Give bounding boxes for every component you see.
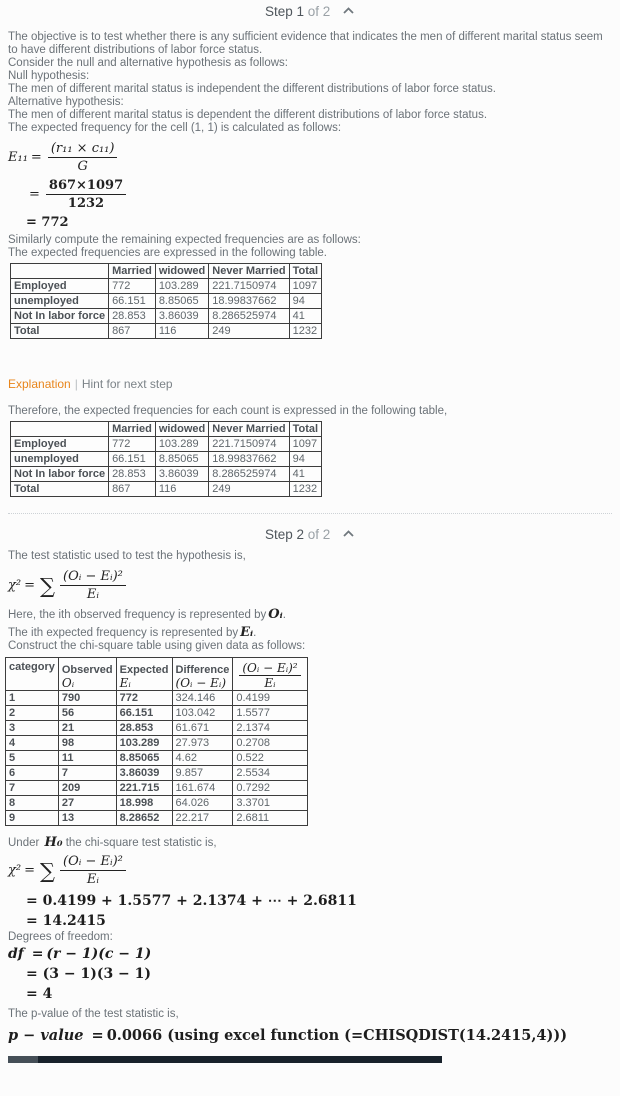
table-row <box>6 796 308 811</box>
table-cell: 11 <box>58 751 116 766</box>
h0-symbol: H₀ <box>44 835 63 850</box>
table-cell: 27.973 <box>172 736 233 751</box>
alt-hypothesis-text: The men of different marital status is dependent the different distributions of labor force status. <box>8 109 488 121</box>
table-header-cell <box>11 422 109 437</box>
collapse-step2-button[interactable] <box>342 526 355 541</box>
table-cell: 2.6811 <box>233 811 307 826</box>
table-cell: 1 <box>6 691 59 706</box>
step1-title: Step 1 <box>264 4 304 19</box>
table-cell: 8 <box>6 796 59 811</box>
table-cell: 772 <box>109 279 156 294</box>
table-cell: 66.151 <box>109 452 156 467</box>
chi-square-result: = 14.2415 <box>26 913 106 929</box>
table-cell: 2.5534 <box>233 766 307 781</box>
header-ratio <box>233 658 307 691</box>
table-cell: 249 <box>209 324 289 339</box>
table-header-cell: Total <box>289 422 321 437</box>
table-cell: 103.042 <box>172 706 233 721</box>
table-cell: 27 <box>58 796 116 811</box>
table-cell: 18.99837662 <box>209 452 289 467</box>
table-cell: 1097 <box>289 279 321 294</box>
table-row <box>11 467 322 482</box>
table-cell: 4.62 <box>172 751 233 766</box>
table-row <box>6 721 308 736</box>
fraction: $\frac{\text{(Oᵢ − Eᵢ)²}}{\text{Eᵢ}}$ <box>239 662 300 689</box>
formula-expected-frequency: E₁₁ = $\frac{\text{(r₁₁ × c₁₁)}}{G}$ = $\frac{867\times 1097}{1232}$ = 772 <box>8 141 612 230</box>
fraction: $\frac{867\times 1097}{1232}$ <box>46 178 126 211</box>
table-row <box>6 736 308 751</box>
table-cell: unemployed <box>11 294 109 309</box>
table-row <box>6 691 308 706</box>
construct-table-text: Construct the chi-square table using given data as follows: <box>8 640 306 652</box>
dof-substitution: = (3 − 1)(3 − 1) <box>26 966 152 982</box>
table-cell: 103.289 <box>116 736 172 751</box>
consider-text: Consider the null and alternative hypothesis as follows: <box>8 57 288 69</box>
expected-frequencies-table <box>10 263 322 339</box>
formula-chi-square-computation: χ² = ∑ $\frac{\text{(Oᵢ − Eᵢ)²}}{\text{Eᵢ}}$ = 0.4199 + 1.5577 + 2.1374 + ⋯ + 2.6811 = 14.2415 <box>8 854 612 929</box>
table-cell: 1232 <box>289 482 321 497</box>
table-row <box>6 811 308 826</box>
chevron-up-icon <box>342 526 355 541</box>
formula-result: = 772 <box>26 215 69 230</box>
table-cell: 66.151 <box>109 294 156 309</box>
header-expected: Expected Eᵢ <box>116 658 172 691</box>
table-cell: 867 <box>109 482 156 497</box>
table-cell: Not In labor force <box>11 467 109 482</box>
table-cell: 116 <box>155 482 208 497</box>
table-cell: 61.671 <box>172 721 233 736</box>
formula-chi-square: χ² = ∑ $\frac{\text{(Oᵢ − Eᵢ)²}}{\text{Eᵢ}}$ <box>8 569 612 602</box>
table-cell: 64.026 <box>172 796 233 811</box>
table-cell: Total <box>11 324 109 339</box>
observed-frequency-text: Here, the ith observed frequency is represented by Oᵢ. <box>8 607 286 622</box>
table-cell: 28.853 <box>109 467 156 482</box>
table-cell: 116 <box>155 324 208 339</box>
table-cell: 1.5577 <box>233 706 307 721</box>
pvalue-excel-note: (using excel function (=CHISQDIST(14.2415,4))) <box>167 1027 568 1044</box>
table-cell: 5 <box>6 751 59 766</box>
formula-degrees-of-freedom: df = (r − 1)(c − 1) = (3 − 1)(3 − 1) = 4 <box>8 946 612 1002</box>
formula-lhs: E₁₁ <box>8 150 28 165</box>
table-cell: 8.286525974 <box>209 309 289 324</box>
table-cell: 8.28652 <box>116 811 172 826</box>
table-cell: Employed <box>11 437 109 452</box>
chevron-up-icon <box>342 3 355 18</box>
table-cell: 249 <box>209 482 289 497</box>
table-cell: 56 <box>58 706 116 721</box>
scrollbar-thumb[interactable] <box>38 1056 442 1063</box>
table-header-cell: Never Married <box>209 264 289 279</box>
table-header-row <box>6 658 308 691</box>
step2-header <box>8 514 612 542</box>
table-cell: 41 <box>289 467 321 482</box>
table-cell: 18.998 <box>116 796 172 811</box>
table-cell: 28.853 <box>109 309 156 324</box>
scrollbar-track-segment <box>8 1056 38 1063</box>
table-cell: 221.715 <box>116 781 172 796</box>
table-cell: 161.674 <box>172 781 233 796</box>
table-header-cell: widowed <box>155 422 208 437</box>
explanation-label[interactable]: Explanation <box>8 377 71 391</box>
step2-title: Step 2 <box>264 527 304 542</box>
table-cell: 0.522 <box>233 751 307 766</box>
table-cell: 41 <box>289 309 321 324</box>
header-category: category <box>6 658 59 691</box>
table-cell: 2.1374 <box>233 721 307 736</box>
fraction: $\frac{\text{(r₁₁ × c₁₁)}}{G}$ <box>48 141 118 174</box>
pvalue-line: p − value = 0.0066 (using excel function (=CHISQDIST(14.2415,4))) <box>8 1027 568 1044</box>
table-header-cell: Married <box>109 422 156 437</box>
table-cell: 1232 <box>289 324 321 339</box>
table-cell: 324.146 <box>172 691 233 706</box>
table-header-cell: Total <box>289 264 321 279</box>
table-row <box>11 482 322 497</box>
table-cell: unemployed <box>11 452 109 467</box>
step1-intro-paragraphs <box>8 31 612 135</box>
hint-for-next-step-link[interactable]: Hint for next step <box>81 377 173 391</box>
test-statistic-text: The test statistic used to test the hypothesis is, <box>8 550 246 562</box>
table-cell: 28.853 <box>116 721 172 736</box>
table-cell: 3.86039 <box>155 309 208 324</box>
header-observed: Observed Oᵢ <box>58 658 116 691</box>
observed-symbol: Oᵢ <box>268 607 283 622</box>
table-cell: Not In labor force <box>11 309 109 324</box>
step1-header <box>8 0 612 20</box>
collapse-step1-button[interactable] <box>342 3 355 18</box>
table-header-row <box>11 264 322 279</box>
table-cell: 18.99837662 <box>209 294 289 309</box>
table-row <box>11 294 322 309</box>
table-cell: 3.86039 <box>155 467 208 482</box>
table-cell: 13 <box>58 811 116 826</box>
table-cell: 772 <box>116 691 172 706</box>
table-cell: 66.151 <box>116 706 172 721</box>
table-header-row <box>11 422 322 437</box>
table-cell: 790 <box>58 691 116 706</box>
table-row <box>6 766 308 781</box>
explanation-separator: | <box>74 377 78 391</box>
table-cell: 8.85065 <box>155 452 208 467</box>
table-cell: 8.85065 <box>116 751 172 766</box>
table-row <box>11 452 322 467</box>
table-cell: 221.7150974 <box>209 437 289 452</box>
table-cell: 9 <box>6 811 59 826</box>
table-header-cell <box>11 264 109 279</box>
table-cell: 103.289 <box>155 437 208 452</box>
table-cell: 6 <box>6 766 59 781</box>
table-cell: 9.857 <box>172 766 233 781</box>
sigma-symbol: ∑ <box>40 573 55 598</box>
table-row <box>6 781 308 796</box>
table-row <box>6 751 308 766</box>
pvalue-symbol: p − value <box>8 1027 84 1044</box>
table-cell: 94 <box>289 294 321 309</box>
under-h0-text: Under H₀ the chi-square test statistic is, <box>8 835 217 850</box>
fraction: $\frac{\text{(Oᵢ − Eᵢ)²}}{\text{Eᵢ}}$ <box>60 569 126 602</box>
chi-square-table <box>5 657 308 826</box>
pvalue-label: The p-value of the test statistic is, <box>8 1008 179 1020</box>
table-header-cell: Married <box>109 264 156 279</box>
table-cell: 2 <box>6 706 59 721</box>
objective-text: The objective is to test whether there is any sufficient evidence that indicates the men of different marital status seem to have different distributions of labor force status. <box>8 31 603 56</box>
table-row <box>11 324 322 339</box>
table-header-cell: widowed <box>155 264 208 279</box>
table-cell: Employed <box>11 279 109 294</box>
dof-result: = 4 <box>26 986 53 1002</box>
expressed-text: The expected frequencies are expressed in the following table. <box>8 247 328 259</box>
expected-frequency-text: The expected frequency for the cell (1, 1) is calculated as follows: <box>8 122 342 134</box>
null-hypothesis-text: The men of different marital status is independent the different distributions of labor force status. <box>8 83 496 95</box>
table-row <box>6 706 308 721</box>
table-cell: 8.85065 <box>155 294 208 309</box>
table-cell: 209 <box>58 781 116 796</box>
horizontal-scrollbar[interactable] <box>8 1056 442 1063</box>
expected-symbol: Eᵢ <box>240 625 254 640</box>
dof-label: Degrees of freedom: <box>8 931 113 943</box>
table-row <box>11 279 322 294</box>
table-cell: 4 <box>6 736 59 751</box>
table-cell: 21 <box>58 721 116 736</box>
table-cell: 7 <box>58 766 116 781</box>
table-cell: 94 <box>289 452 321 467</box>
step2-title-of: of 2 <box>307 527 331 542</box>
table-header-cell: Never Married <box>209 422 289 437</box>
table-cell: Total <box>11 482 109 497</box>
table-cell: 221.7150974 <box>209 279 289 294</box>
similarly-text: Similarly compute the remaining expected frequencies are as follows: <box>8 234 361 246</box>
fraction: $\frac{\text{(Oᵢ − Eᵢ)²}}{\text{Eᵢ}}$ <box>60 854 126 887</box>
table-cell: 0.7292 <box>233 781 307 796</box>
expected-frequency-line: The ith expected frequency is represented by Eᵢ. <box>8 625 257 640</box>
table-cell: 98 <box>58 736 116 751</box>
therefore-text: Therefore, the expected frequencies for each count is expressed in the following table, <box>8 405 448 417</box>
table-row <box>11 437 322 452</box>
explanation-row <box>8 375 612 393</box>
sigma-symbol: ∑ <box>40 858 55 883</box>
chi-square-sum: = 0.4199 + 1.5577 + 2.1374 + ⋯ + 2.6811 <box>26 893 357 909</box>
table-cell: 0.2708 <box>233 736 307 751</box>
table-cell: 3.86039 <box>116 766 172 781</box>
table-cell: 3.3701 <box>233 796 307 811</box>
alt-hypothesis-label: Alternative hypothesis: <box>8 96 124 108</box>
table-cell: 0.4199 <box>233 691 307 706</box>
table-cell: 7 <box>6 781 59 796</box>
table-cell: 3 <box>6 721 59 736</box>
table-row <box>11 309 322 324</box>
null-hypothesis-label: Null hypothesis: <box>8 70 90 82</box>
table-cell: 103.289 <box>155 279 208 294</box>
table-cell: 22.217 <box>172 811 233 826</box>
header-difference: Difference (Oᵢ − Eᵢ) <box>172 658 233 691</box>
step1-title-of: of 2 <box>307 4 331 19</box>
expected-frequencies-table-explanation <box>10 421 322 497</box>
table-cell: 8.286525974 <box>209 467 289 482</box>
table-cell: 772 <box>109 437 156 452</box>
table-cell: 1097 <box>289 437 321 452</box>
table-cell: 867 <box>109 324 156 339</box>
